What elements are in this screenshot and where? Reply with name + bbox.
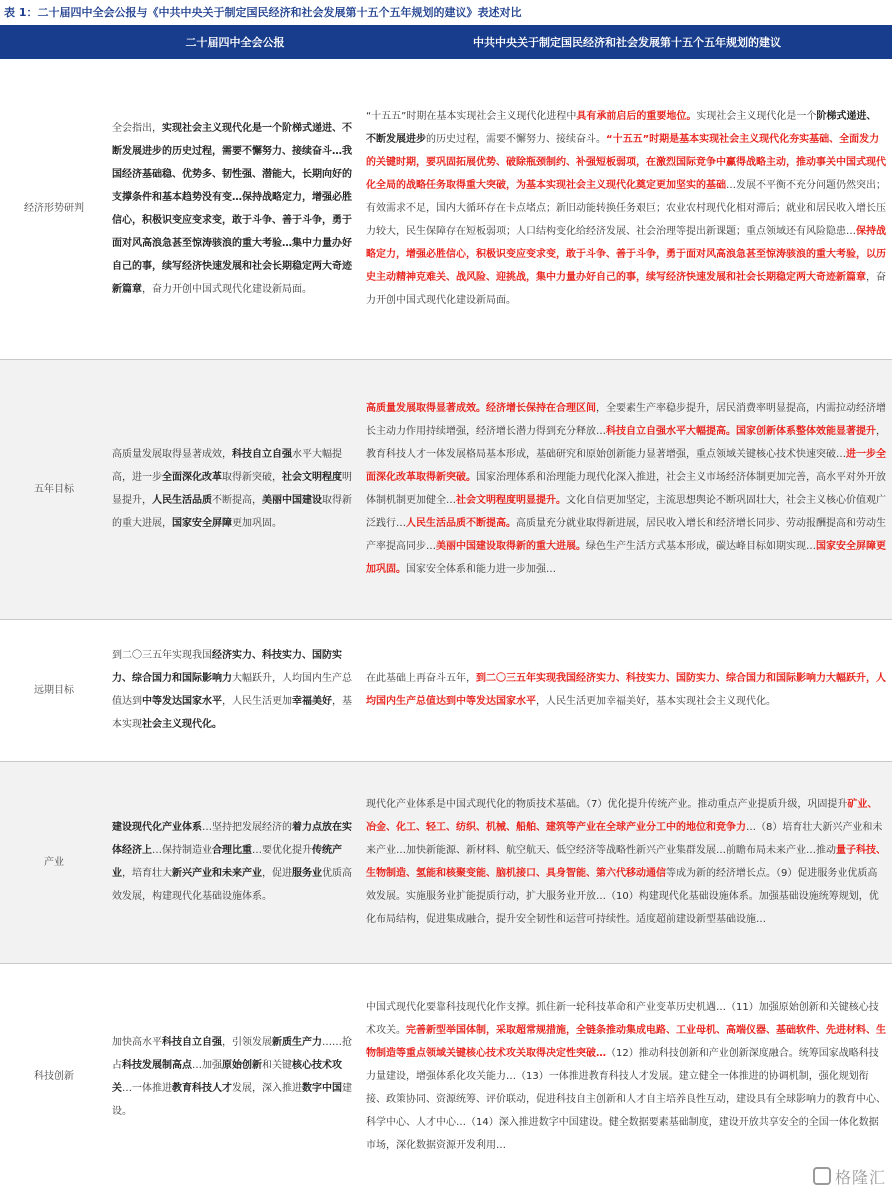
text-segment: 高质量充分就业取得新进展，居民收入增长和经济增长同步、劳动报酬提高和劳动生产率提高同步… <box>366 518 886 552</box>
red-emphasis: “十五五”时期是基本实现社会主义现代化夯实基础、全面发力的关键时期，要巩固拓展优势、破除瓶颈制约、补强短板弱项，在激烈国际竞争中赢得战略主动，推动事关中国式现代化全局的战略任务取得重大突破，为基本实现社会主义现代化奠定更加坚实的基础 <box>366 134 886 192</box>
bold-phrase: 经济实力、科技实力、国防实力、综合国力和国际影响力 <box>112 650 342 684</box>
text-segment: …保持制造业 <box>152 845 212 856</box>
text-segment: 大幅跃升，人均国内生产总值达到 <box>112 673 352 707</box>
text-segment: 发展，深入推进 <box>232 1082 302 1094</box>
header-topic <box>0 25 108 59</box>
red-emphasis: 国家安全屏障更加巩固。 <box>366 541 886 575</box>
bold-phrase: 社会主义现代化。 <box>142 719 222 730</box>
text-segment: 国家安全体系和能力进一步加强… <box>406 564 556 575</box>
table-caption: 表 1：二十届四中全会公报与《中共中央关于制定国民经济和社会发展第十五个五年规划的建议》表述对比 <box>4 6 522 19</box>
watermark-text: 格隆汇 <box>834 1168 886 1187</box>
bold-phrase: 社会文明程度 <box>282 472 342 483</box>
red-emphasis: 科技自立自强水平大幅提高。国家创新体系整体效能显著提升 <box>606 426 876 437</box>
header-communique: 二十届四中全会公报 <box>108 25 362 59</box>
bold-phrase: 美丽中国建设 <box>262 495 322 506</box>
text-segment: “十五五”时期在基本实现社会主义现代化进程中 <box>366 111 577 123</box>
bold-phrase: 新质生产力 <box>272 1036 322 1048</box>
row-label: 五年目标 <box>0 359 108 619</box>
text-segment: 绿色生产生活方式基本形成，碳达峰目标如期实现… <box>586 541 816 552</box>
bold-phrase: 科技自立自强 <box>232 449 292 460</box>
proposal-text <box>362 59 892 359</box>
bold-phrase: 全面深化改革 <box>162 472 222 483</box>
text-segment: ，奋力开创中国式现代化建设新局面。 <box>142 283 312 295</box>
proposal-text <box>362 761 892 963</box>
text-segment: 现代化产业体系是中国式现代化的物质技术基础。（7）优化提升传统产业。推动重点产业提质升级，巩固提升 <box>366 799 848 810</box>
communique-text <box>108 963 362 1190</box>
table-row <box>0 619 892 761</box>
header-proposal: 中共中央关于制定国民经济和社会发展第十五个五年规划的建议 <box>362 25 892 59</box>
text-segment: ，人民生活更加 <box>222 696 292 707</box>
text-segment: 取得新突破， <box>222 472 282 483</box>
text-segment: 在此基础上再奋斗五年， <box>366 673 476 684</box>
communique-text <box>108 59 362 359</box>
row-label: 产业 <box>0 761 108 963</box>
red-emphasis: 保持战略定力，增强必胜信心，积极识变应变求变，敢于斗争、善于斗争，勇于面对风高浪急甚至惊涛骇浪的重大考验，以历史主动精神克难关、战风险、迎挑战，集中力量办好自己的事，续写经济快速发展和社会长期稳定两大奇迹新篇章 <box>366 226 886 284</box>
text-segment: ，全要素生产率稳步提升，居民消费率明显提高，内需拉动经济增长主动力作用持续增强，经济增长潜力得到充分释放… <box>366 403 886 437</box>
communique-text <box>108 619 362 761</box>
text-segment: ，促进 <box>262 868 292 879</box>
text-segment: 中国式现代化要靠科技现代化作支撑。抓住新一轮科技革命和产业变革历史机遇…（11）加强原始创新和关键核心技术攻关。 <box>366 1002 879 1037</box>
bold-phrase: 人民生活品质 <box>152 495 212 506</box>
text-segment: （12）推动科技创新和产业创新深度融合。统筹国家战略科技力量建设，增强体系化攻关能力…（13）一体推进教育科技人才发展。建立健全一体推进的协调机制，强化规划衔接、政策协同、资源统筹、评价联动，促进科技自主创新和人才自主培养良性互动，建设具有全球影响力的教育中心、科学中心、人才中心…（14）深入推进数字中国建设。健全数据要素基础制度，建设开放共享安全的全国一体化数据市场，深化数据资源开发利用… <box>366 1048 886 1152</box>
bold-phrase: 中等发达国家水平 <box>142 696 222 707</box>
bold-phrase: 新兴产业和未来产业 <box>172 868 262 879</box>
text-segment: 国家治理体系和治理能力现代化深入推进，社会主义市场经济体制更加完善，高水平对外开放体制机制更加健全… <box>366 472 886 506</box>
text-segment: ，人民生活更加幸福美好，基本实现社会主义现代化。 <box>536 696 776 707</box>
red-emphasis: 量子科技、生物制造、氢能和核聚变能、脑机接口、具身智能、第六代移动通信 <box>366 845 886 879</box>
row-label: 远期目标 <box>0 619 108 761</box>
red-emphasis: 美丽中国建设取得新的重大进展。 <box>436 541 586 552</box>
row-label: 经济形势研判 <box>0 59 108 359</box>
text-segment: 水平大幅提高，进一步 <box>112 449 342 483</box>
bold-phrase: 原始创新 <box>222 1059 262 1071</box>
bold-phrase: 幸福美好 <box>292 696 332 707</box>
text-segment: 文化自信更加坚定，主流思想舆论不断巩固壮大，社会主义核心价值观广泛践行… <box>366 495 886 529</box>
bold-phrase: 建设现代化产业体系 <box>112 822 202 833</box>
text-segment: 取得新的重大进展， <box>112 495 352 529</box>
watermark-logo-icon <box>813 1167 831 1185</box>
text-segment: ，教育科技人才一体发展格局基本形成，基础研究和原始创新能力显著增强，重点领域关键核心技术快速突破… <box>366 426 886 460</box>
communique-text <box>108 761 362 963</box>
bold-phrase: 实现社会主义现代化是一个阶梯式递进、不断发展进步的历史过程，需要不懈努力、接续奋斗…我国经济基础稳、优势多、韧性强、潜能大，长期向好的支撑条件和基本趋势没有变…保持战略定力，增强必胜信心，积极识变应变求变，敢于斗争、善于斗争，勇于面对风高浪急甚至惊涛骇浪的重大考验…集中力量办好自己的事，续写经济快速发展和社会长期稳定两大奇迹新篇章 <box>112 122 352 295</box>
bold-phrase: 合理比重 <box>212 845 252 856</box>
red-emphasis: 人民生活品质不断提高。 <box>406 518 516 529</box>
red-emphasis: 进一步全面深化改革取得新突破。 <box>366 449 886 483</box>
bold-phrase: 阶梯式递进、不断发展进步 <box>366 111 877 146</box>
text-segment: 加快高水平 <box>112 1036 162 1048</box>
text-segment: ，引领发展 <box>222 1036 272 1048</box>
text-segment: 到二〇三五年实现我国 <box>112 650 212 661</box>
text-segment: …要优化提升 <box>252 845 312 856</box>
text-segment: 等成为新的经济增长点。（9）促进服务业优质高效发展。实施服务业扩能提质行动，扩大服务业开放…（10）构建现代化基础设施体系。加强基础设施统筹规划，优化布局结构，促进集成融合，提升安全韧性和运营可持续性。适度超前建设新型基础设施… <box>366 868 879 925</box>
text-segment: 不断提高， <box>212 495 262 506</box>
text-segment: …加强 <box>192 1059 222 1071</box>
text-segment: 实现社会主义现代化是一个 <box>696 111 817 123</box>
text-segment: 和关键 <box>262 1059 292 1071</box>
text-segment: 明显提升， <box>112 472 352 506</box>
bold-phrase: 服务业 <box>292 868 322 879</box>
red-emphasis: 具有承前启后的重要地位。 <box>576 111 697 123</box>
text-segment: 高质量发展取得显著成效， <box>112 449 232 460</box>
red-emphasis: 完善新型举国体制，采取超常规措施，全链条推动集成电路、工业母机、高端仪器、基础软件、先进材料、生物制造等重点领域关键核心技术攻关取得决定性突破… <box>366 1025 886 1060</box>
text-segment: 优质高效发展，构建现代化基础设施体系。 <box>112 868 352 902</box>
table-row <box>0 359 892 619</box>
bold-phrase: 着力点放在实体经济上 <box>112 822 352 856</box>
red-emphasis: 社会文明程度明显提升。 <box>456 495 566 506</box>
bold-phrase: 核心技术攻关 <box>112 1059 342 1094</box>
watermark <box>813 1165 886 1188</box>
row-label: 科技创新 <box>34 1071 74 1083</box>
text-segment: 建设。 <box>112 1082 352 1117</box>
text-segment: …（8）培育壮大新兴产业和未来产业…加快新能源、新材料、航空航天、低空经济等战略性新兴产业集群发展…前瞻布局未来产业…推动 <box>366 822 883 856</box>
text-segment: …坚持把发展经济的 <box>202 822 292 833</box>
proposal-text <box>362 963 892 1190</box>
text-segment: ，基本实现 <box>112 696 352 730</box>
text-segment: 更加巩固。 <box>232 518 282 529</box>
proposal-text <box>362 619 892 761</box>
table-row <box>0 963 892 1190</box>
comparison-table <box>0 25 892 1190</box>
bold-phrase: 传统产业 <box>112 845 342 879</box>
communique-text <box>108 359 362 619</box>
text-segment: ……抢占 <box>112 1036 352 1071</box>
bold-phrase: 科技发展制高点 <box>122 1059 192 1071</box>
table-row <box>0 59 892 359</box>
bold-phrase: 国家安全屏障 <box>172 518 232 529</box>
bold-phrase: 数字中国 <box>302 1082 342 1094</box>
red-emphasis: 到二〇三五年实现我国经济实力、科技实力、国防实力、综合国力和国际影响力大幅跃升，人均国内生产总值达到中等发达国家水平 <box>366 673 886 707</box>
red-emphasis: 矿业、冶金、化工、轻工、纺织、机械、船舶、建筑等产业在全球产业分工中的地位和竞争力 <box>366 799 878 833</box>
bold-phrase: 教育科技人才 <box>172 1082 232 1094</box>
text-segment: 的历史过程，需要不懈努力、接续奋斗。 <box>426 134 606 146</box>
table-row <box>0 761 892 963</box>
text-segment: ，奋力开创中国式现代化建设新局面。 <box>366 272 886 307</box>
text-segment: ，培育壮大 <box>122 868 172 879</box>
proposal-text <box>362 359 892 619</box>
bold-phrase: 科技自立自强 <box>162 1036 222 1048</box>
text-segment: …一体推进 <box>122 1082 172 1094</box>
text-segment: 全会指出， <box>112 122 162 134</box>
red-emphasis: 高质量发展取得显著成效。经济增长保持在合理区间 <box>366 403 596 414</box>
text-segment: …发展不平衡不充分问题仍然突出；有效需求不足，国内大循环存在卡点堵点；新旧动能转换任务艰巨；农业农村现代化相对滞后；就业和居民收入增长压力较大，民生保障存在短板弱项；人口结构变化给经济发展、社会治理等提出新课题；重点领域还有风险隐患… <box>366 180 886 238</box>
table-header-row <box>0 25 892 59</box>
